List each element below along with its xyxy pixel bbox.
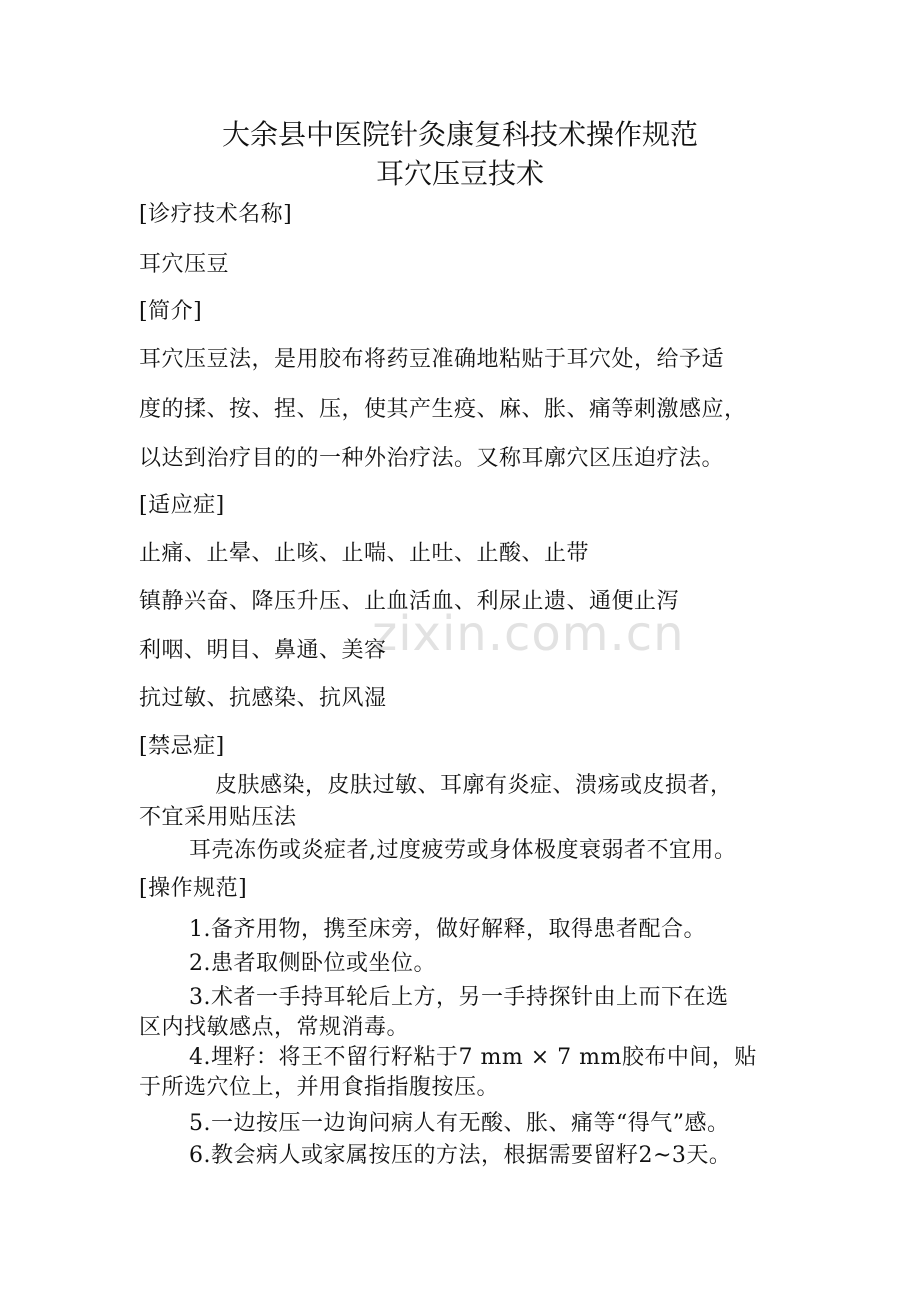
document-title: 大余县中医院针灸康复科技术操作规范 [221,118,698,151]
watermark: zixin.com.cn [372,606,685,662]
contraindication-line: 皮肤感染，皮肤过敏、耳廓有炎症、溃疡或皮损者， [215,773,733,798]
contraindication-line: 耳壳冻伤或炎症者,过度疲劳或身体极度衰弱者不宜用。 [189,838,737,863]
indication-line: 镇静兴奋、降压升压、止血活血、利尿止遗、通便止泻 [139,589,680,614]
contraindication-line: 不宜采用贴压法 [139,805,297,830]
indication-line: 抗过敏、抗感染、抗风湿 [139,686,387,711]
section-heading-name: [诊疗技术名称] [139,202,293,227]
procedure-step: 4.埋籽：将王不留行籽粘于7 mm × 7 mm胶布中间，贴 [189,1045,757,1070]
procedure-step-continuation: 于所选穴位上，并用食指指腹按压。 [139,1075,500,1100]
procedure-step: 2.患者取侧卧位或坐位。 [189,951,436,976]
document-subtitle: 耳穴压豆技术 [375,157,544,190]
technique-name: 耳穴压豆 [139,252,230,277]
section-heading-procedure: [操作规范] [139,876,248,901]
intro-line: 度的揉、按、捏、压，使其产生疫、麻、胀、痛等刺激感应， [139,397,747,422]
procedure-step-continuation: 区内找敏感点，常规消毒。 [139,1015,410,1040]
procedure-step: 5.一边按压一边询问病人有无酸、胀、痛等“得气”感。 [189,1111,730,1136]
procedure-step: 1.备齐用物，携至床旁，做好解释，取得患者配合。 [189,917,706,942]
procedure-step: 3.术者一手持耳轮后上方，另一手持探针由上而下在选 [189,985,729,1010]
procedure-step: 6.教会病人或家属按压的方法，根据需要留籽2~3天。 [189,1143,732,1168]
section-heading-intro: [简介] [139,299,203,324]
indication-line: 利咽、明目、鼻通、美容 [139,638,387,663]
section-heading-contraindications: [禁忌症] [139,734,225,759]
indication-line: 止痛、止晕、止咳、止喘、止吐、止酸、止带 [139,541,590,566]
intro-line: 以达到治疗目的的一种外治疗法。又称耳廓穴区压迫疗法。 [139,446,725,471]
intro-line: 耳穴压豆法，是用胶布将药豆准确地粘贴于耳穴处，给予适 [139,347,725,372]
section-heading-indications: [适应症] [139,493,225,518]
